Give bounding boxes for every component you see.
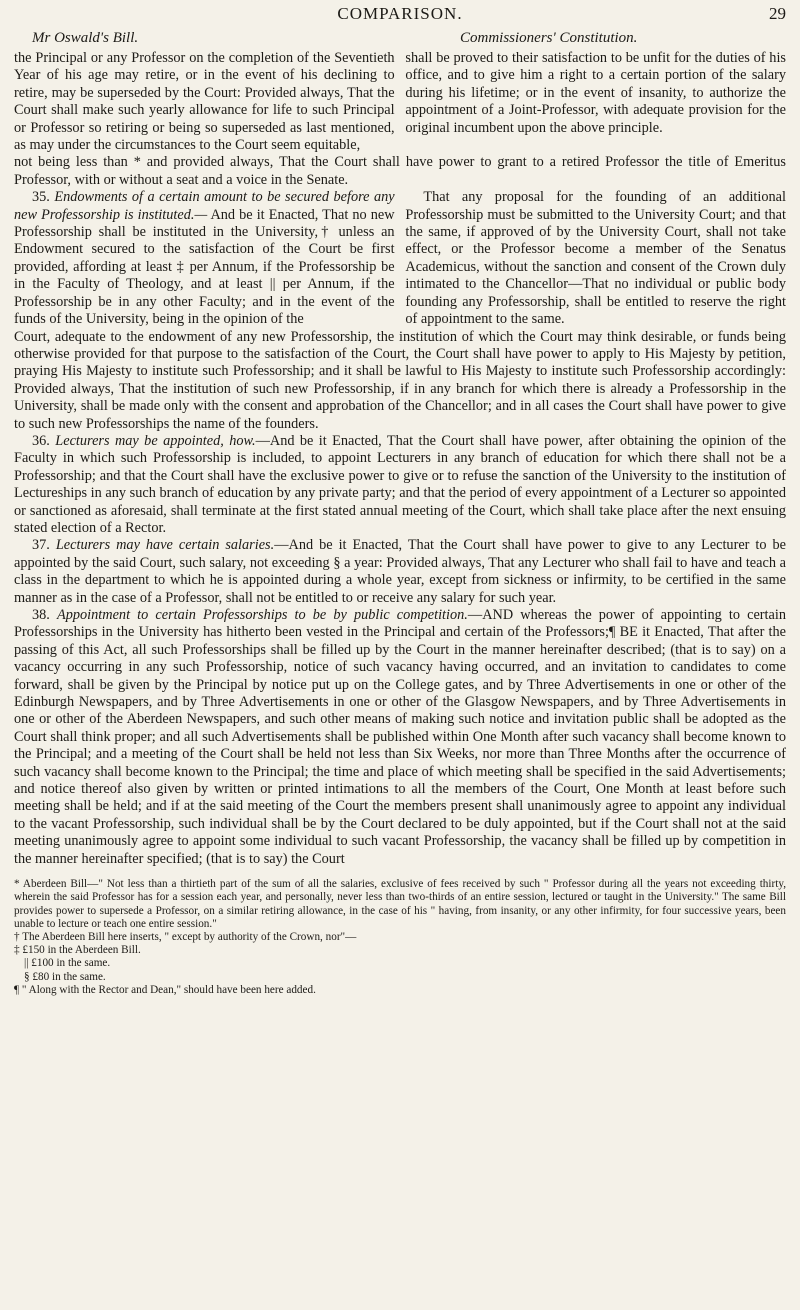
section-35-number: 35. xyxy=(32,189,50,206)
section-35-right: That any proposal for the founding of an additional Professorship must be submitted to the University Court; and that the same, if approved of by the University Court, shall not take effect, or the Professor become a member of the Senatus Academicus, without the sanction and consent of the Crown duly intimated to the Chancellor—That no individual or public body founding any Professorship, shall be entitled to reserve the right of appointment to the same. xyxy=(405,189,786,328)
footnote: * Aberdeen Bill—" Not less than a thirtieth part of the sum of all the salaries, exclusive of fees received by such " Professor during all the years not exceeding thirty, wherein the said Professor has for a session each year, and personally, never less than two-thirds of an entire session, lectured or taught in the University." The same Bill provides power to supersede a Professor, on a similar retiring allowance, in the case of his " having, from insanity, or any other infirmity, for four successive years, been unable to lecture or teach one entire session." xyxy=(14,878,786,930)
section-35-left xyxy=(14,189,395,328)
section-35-title: Endowments of a certain amount to be secured before any new Professorship is instituted.— xyxy=(14,189,395,223)
section-37-number: 37. xyxy=(32,537,50,554)
footnote: † The Aberdeen Bill here inserts, " except by authority of the Crown, nor"— xyxy=(14,930,357,943)
section-38-body: —AND whereas the power of appointing to certain Professorships in the University has hitherto been vested in the Principal and certain of the Professors;¶ BE it Enacted, That after the passing of this Act, all such Professorships shall be filled up by the Court in the manner hereinafter described; (that is to say) on a vacancy occurring in any such Professorship, notice of such vacancy having occurred, and an invitation to candidates to come forward, shall be given by the Principal by notice put up on the College gates, and by Three Advertisements in one or other of the Edinburgh Newspapers, and by Three Advertisements in one or other of the Glasgow Newspapers, and by Three Advertisements in one or other of the Aberdeen Newspapers, and such other means of making such notice and invitation public shall be adopted as the Court shall think proper; and all such Advertisements shall be published within One Month after such vacancy shall become known to the Principal; and a meeting of the Court shall be held not less than Six Weeks, nor more than Three Months after the occurrence of such vacancy shall become known to the Principal; the time and place of which meeting shall be specified in the said Advertisements; and notice thereof also given by written or printed intimations to all the members of the Court, One Month at least before such meeting shall be held; and if at the said meeting of the Court the members present shall unanimously agree to appoint any individual to the vacant Professorship, such individual shall be by the Court declared to be duly appointed, but if the Court shall not at the said meeting unanimously agree to appoint some individual to such vacant Professorship, the vacancy shall be filled up by competition in the manner hereinafter specified; (that is to say) the Court xyxy=(14,607,786,867)
document-body xyxy=(14,50,786,868)
section-35-continuation: Court, adequate to the endowment of any new Professorship, the institution of which the Court may think desirable, or funds being otherwise provided for that purpose to the satisfaction of the Court, the Court shall have power to apply to His Majesty by petition, praying His Majesty to institute such Professorship; and it shall be lawful to His Majesty to institute such Professorship accordingly: Provided always, That the institution of such new Professorship, if in any branch for which there is already a Professorship in the University, shall be made only with the consent and approbation of the Chancellor; and in all cases the Court shall have power to give to such new Professorships the name of the founders. xyxy=(14,328,786,432)
footnote: || £100 in the same. xyxy=(24,957,111,970)
footnotes xyxy=(14,878,786,997)
page xyxy=(14,0,786,1310)
section-37-title: Lecturers may have certain salaries. xyxy=(55,537,275,554)
page-header xyxy=(14,0,786,30)
section-38 xyxy=(14,607,786,868)
section-35-left-body: And be it Enacted, That no new Professorship shall be instituted in the University,† unless an Endowment secured to the satisfaction of the Court be first provided, affording at least ‡ per Annum, if the Professorship be in the Faculty of Theology, and at least || per Annum, if the Professorship be in any other Faculty; and in the event of the funds of the University, being in the opinion of the xyxy=(14,206,395,328)
top-left-paragraph: the Principal or any Professor on the completion of the Seventieth Year of his age may retire, or in the event of his declining to retire, may be superseded by the Court: Provided always, That the Court shall make such yearly allowance for life to such Principal or Professor so retiring or being so superseded as last mentioned, as may under the circumstances to the Court seem equitable, xyxy=(14,50,395,154)
section-38-number: 38. xyxy=(32,607,50,623)
column-headings xyxy=(14,30,786,50)
left-column-heading: Mr Oswald's Bill. xyxy=(32,30,139,46)
footnote: § £80 in the same. xyxy=(24,970,106,983)
top-right-paragraph: shall be proved to their satisfaction to be unfit for the duties of his office, and to give him a right to a certain portion of the salary during his lifetime; or in the event of insanity, to authorize the appointment of a Joint-Professor, with adequate provision for the original incumbent upon the above principle. xyxy=(405,50,786,136)
running-title: COMPARISON. xyxy=(337,4,463,23)
section-38-title: Appointment to certain Professorships to be by public competition. xyxy=(56,607,468,623)
section-37 xyxy=(14,537,786,607)
right-column-heading: Commissioners' Constitution. xyxy=(460,30,638,46)
page-number: 29 xyxy=(769,4,786,23)
footnote: ¶ " Along with the Rector and Dean," should have been here added. xyxy=(14,983,316,996)
top-two-column-block xyxy=(14,50,786,154)
section-36-number: 36. xyxy=(32,432,50,449)
section-36 xyxy=(14,433,786,537)
section-37-body: —And be it Enacted, That the Court shall have power to give to any Lecturer to be appointed by the said Court, such salary, not exceeding § a year: Provided always, That any Lecturer who shall fail to have and teach a class in the department to which he is appointed during a whole year, except from sickness or infirmity, to be certified in the same manner as in the case of a Professor, shall not be entitled to or receive any salary for such year. xyxy=(14,537,787,606)
section-35-two-column-block xyxy=(14,189,786,328)
section-36-body: —And be it Enacted, That the Court shall have power, after obtaining the opinion of the Faculty in which such Professorship is included, to appoint Lecturers in any branch of education for which there shall not be a Professorship; and that the Court shall have the exclusive power to give or to refuse the sanction of the University to the institution of Lectureships in any such branch of education by any private party; and that the period of every appointment of a Lecturer so appointed or sanctioned as aforesaid, shall terminate at the first stated annual meeting of the Court, which shall take place after the next ensuing stated election of a Rector. xyxy=(14,432,786,536)
section-36-title: Lecturers may be appointed, how. xyxy=(55,432,256,449)
top-full-paragraph: not being less than * and provided always, That the Court shall have power to grant to a retired Professor the title of Emeritus Professor, with or without a seat and a voice in the Senate. xyxy=(14,154,786,188)
footnote: ‡ £150 in the Aberdeen Bill. xyxy=(14,944,141,957)
